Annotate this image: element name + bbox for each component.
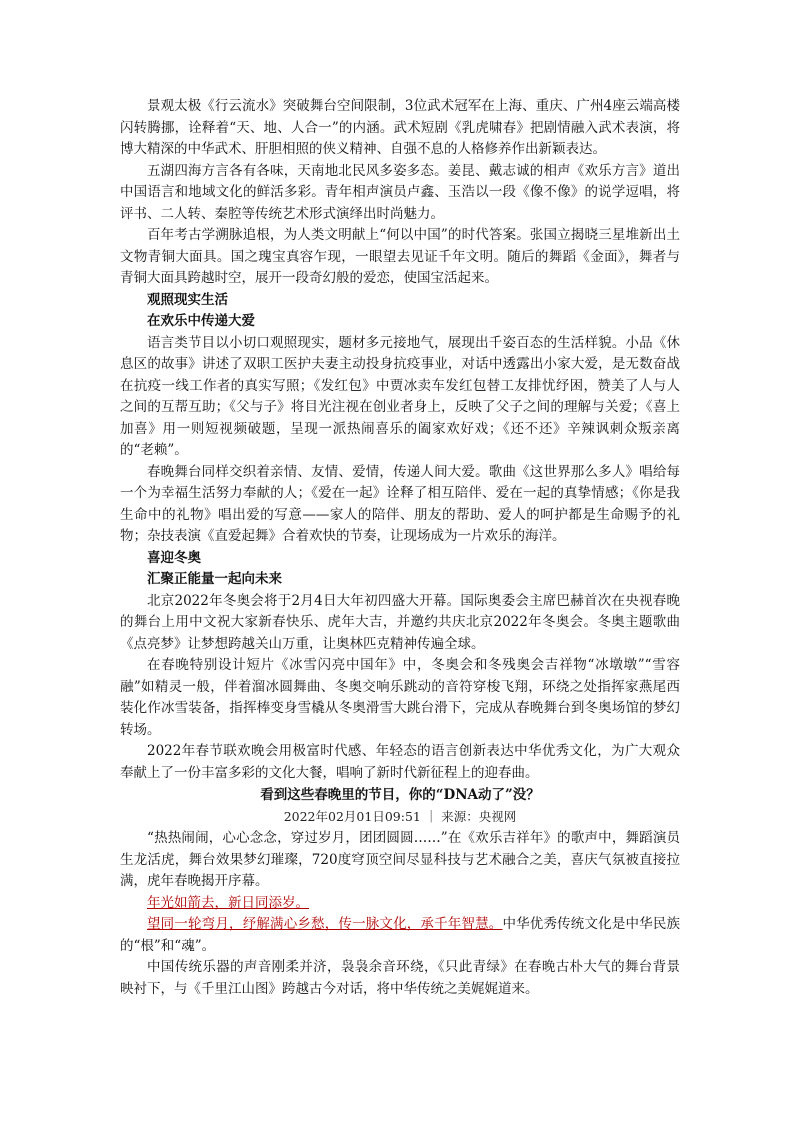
article-title: 看到这些春晚里的节目，你的“DNA动了”没？ — [260, 787, 540, 803]
underlined-text: 年光如箭去，新日同添岁。 — [147, 894, 309, 911]
paragraph-language-programs: 语言类节目以小切口观照现实，题材多元接地气，展现出千姿百态的生活样貌。小品《休息区的故事》讲述了双职工医护夫妻主动投身抗疫事业，对话中透露出小家大爱，是无数奋战在抗疫一线工作者的真实写照；《发红包》中贾冰卖车发红包替工友排忧纾困，赞美了人与人之间的互帮互助；《父与子》将目光注视在创业者身上，反映了父子之间的理解与关爱；《喜上加喜》用一则短视频破题，呈现一派热闹喜乐的阖家欢好戏；《还不还》辛辣讽刺众叛亲离的“老赖”。 — [120, 334, 680, 458]
underlined-text: 望同一轮弯月，纾解满心乡愁，传一脉文化，承千年智慧。 — [147, 916, 503, 932]
paragraph-dialect-crosstalk: 五湖四海方言各有各味，天南地北民风多姿多态。姜昆、戴志诚的相声《欢乐方言》道出中国语言和地域文化的鲜活多彩。青年相声演员卢鑫、玉浩以一段《像不像》的说学逗唱，将评书、二人转、秦腔等传统艺术形式演绎出时尚魅力。 — [120, 162, 680, 222]
document-page — [120, 96, 680, 1000]
article-meta: 2022年02月01日09:51 ｜ 来源：央视网 — [283, 809, 517, 824]
paragraph-xingyun-liushui: 景观太极《行云流水》突破舞台空间限制，3位武术冠军在上海、重庆、广州4座云端高楼闪转腾挪，诠释着“天、地、人合一”的内涵。武术短剧《乳虎啸春》把剧情融入武术表演，将博大精深的中华武术、肝胆相照的侠义精神、自强不息的人格修养作出新颖表达。 — [120, 98, 680, 157]
paragraph-poem-line — [120, 893, 680, 915]
paragraph-sanxingdui-mask: 百年考古学溯脉追根，为人类文明献上“何以中国”的时代答案。张国立揭晓三星堆新出土文物青铜大面具。国之瑰宝真容乍现，一眼望去见证千年文明。随后的舞蹈《金面》，舞者与青铜大面具跨越时空，展开一段奇幻般的爱恋，使国宝活起来。 — [120, 227, 680, 286]
heading-love: 在欢乐中传递大爱 — [147, 313, 255, 329]
heading-future: 汇聚正能量一起向未来 — [147, 571, 282, 587]
heading-winter-olympics: 喜迎冬奥 — [147, 549, 201, 566]
paragraph-opening-song: “热热闹闹，心心念念，穿过岁月，团团圆圆……”在《欢乐吉祥年》的歌声中，舞蹈演员生龙活虎，舞台效果梦幻璀璨，720度穹顶空间尽显科技与艺术融合之美，喜庆气氛被直接拉满，虎年春晚揭开序幕。 — [120, 830, 680, 889]
paragraph-mascots-short-film: 在春晚特别设计短片《冰雪闪亮中国年》中，冬奥会和冬残奥会吉祥物“冰墩墩”“雪容融”如精灵一般，伴着溜冰圆舞曲、冬奥交响乐跳动的音符穿梭飞翔，环绕之处指挥家燕尾西装化作冰雪装备，指挥棒变身雪橇从冬奥滑雪大跳台滑下，完成从春晚舞台到冬奥场馆的梦幻转场。 — [120, 657, 680, 738]
paragraph-text: 中华优秀传统文化是中华民族的“根”和“魂”。 — [120, 916, 681, 954]
paragraph-songs-love: 春晚舞台同样交织着亲情、友情、爱情，传递人间大爱。歌曲《这世界那么多人》唱给每一个为幸福生活努力奉献的人；《爱在一起》诠释了相互陪伴、爱在一起的真挚情感；《你是我生命中的礼物》唱出爱的写意——家人的陪伴、朋友的帮助、爱人的呵护都是生命赐予的礼物；杂技表演《直爱起舞》合着欢快的节奏，让现场成为一片欢乐的海洋。 — [120, 463, 680, 544]
paragraph-gala-summary: 2022年春节联欢晚会用极富时代感、年轻态的语言创新表达中华优秀文化，为广大观众奉献上了一份丰富多彩的文化大餐，唱响了新时代新征程上的迎春曲。 — [120, 743, 680, 781]
paragraph-olympics-opening: 北京2022年冬奥会将于2月4日大年初四盛大开幕。国际奥委会主席巴赫首次在央视春晚的舞台上用中文祝大家新春快乐、虎年大吉，并邀约共庆北京2022年冬奥会。冬奥主题歌曲《点亮梦》让梦想跨越关山万重，让奥林匹克精神传遍全球。 — [120, 592, 680, 652]
paragraph-culture-roots — [120, 914, 680, 957]
paragraph-traditional-instruments: 中国传统乐器的声音刚柔并济，袅袅余音环绕，《只此青绿》在春晚古朴大气的舞台背景映衬下，与《千里江山图》跨越古今对话，将中华传统之美娓娓道来。 — [120, 959, 680, 997]
heading-reality: 观照现实生活 — [147, 291, 228, 308]
